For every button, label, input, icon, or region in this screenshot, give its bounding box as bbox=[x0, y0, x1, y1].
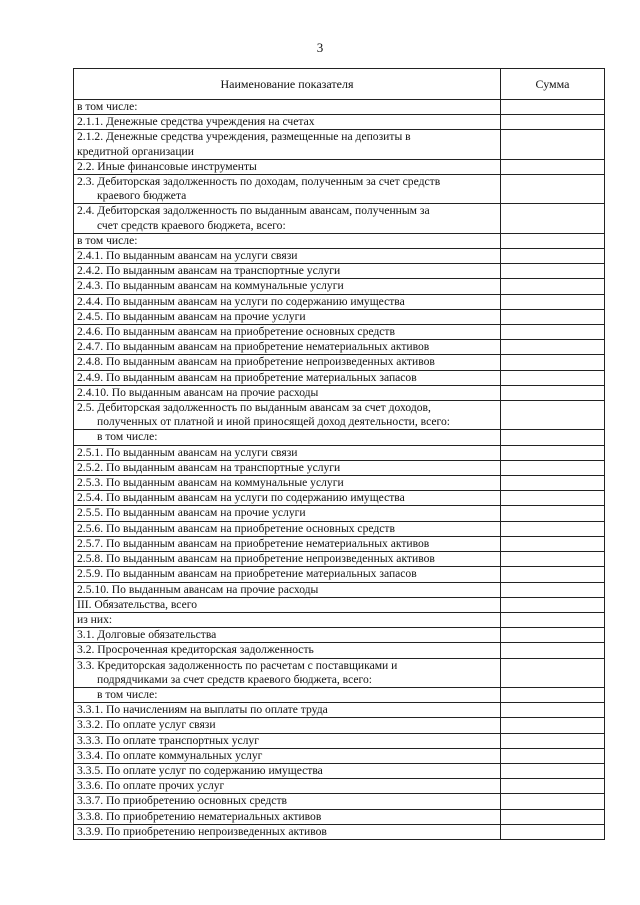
sum-cell[interactable] bbox=[501, 355, 605, 370]
sum-cell[interactable] bbox=[501, 628, 605, 643]
indicator-name-line: в том числе: bbox=[97, 430, 158, 444]
indicator-name-cell bbox=[74, 597, 501, 612]
indicator-name-line: 2.5.1. По выданным авансам на услуги связи bbox=[77, 445, 298, 459]
indicator-name-cell bbox=[74, 100, 501, 115]
table-row bbox=[74, 430, 605, 445]
indicator-name-line: краевого бюджета bbox=[97, 189, 187, 203]
indicator-name-line: из них: bbox=[77, 612, 113, 626]
table-row bbox=[74, 294, 605, 309]
table-row bbox=[74, 733, 605, 748]
indicator-name-line: 2.5.2. По выданным авансам на транспортные услуги bbox=[77, 460, 341, 474]
indicator-name-cell bbox=[74, 536, 501, 551]
table-row bbox=[74, 779, 605, 794]
table-row bbox=[74, 794, 605, 809]
sum-cell[interactable] bbox=[501, 521, 605, 536]
indicator-name-cell bbox=[74, 355, 501, 370]
indicator-name-line: 2.5.4. По выданным авансам на услуги по содержанию имущества bbox=[77, 491, 405, 505]
indicator-name-cell bbox=[74, 718, 501, 733]
table-row bbox=[74, 355, 605, 370]
table-row bbox=[74, 309, 605, 324]
sum-cell[interactable] bbox=[501, 370, 605, 385]
sum-cell[interactable] bbox=[501, 582, 605, 597]
table-row bbox=[74, 612, 605, 627]
indicator-name-line: 3.2. Просроченная кредиторская задолженность bbox=[77, 643, 314, 657]
indicator-name-line: 2.4.8. По выданным авансам на приобретение непроизведенных активов bbox=[77, 355, 435, 369]
indicator-name-line: кредитной организации bbox=[77, 144, 194, 158]
sum-cell[interactable] bbox=[501, 159, 605, 174]
indicator-name-cell bbox=[74, 748, 501, 763]
table-row bbox=[74, 100, 605, 115]
indicator-name-line: 2.5. Дебиторская задолженность по выданным авансам за счет доходов, bbox=[77, 401, 431, 415]
indicator-name-line: 3.3.3. По оплате транспортных услуг bbox=[77, 733, 259, 747]
sum-cell[interactable] bbox=[501, 643, 605, 658]
indicator-name-cell bbox=[74, 506, 501, 521]
indicator-name-cell bbox=[74, 643, 501, 658]
indicator-name-cell bbox=[74, 582, 501, 597]
sum-cell[interactable] bbox=[501, 506, 605, 521]
indicator-name-line: 2.5.9. По выданным авансам на приобретение материальных запасов bbox=[77, 567, 417, 581]
indicator-name-line: 2.2. Иные финансовые инструменты bbox=[77, 159, 257, 173]
table-row bbox=[74, 249, 605, 264]
indicator-name-cell bbox=[74, 175, 501, 204]
table-row bbox=[74, 582, 605, 597]
indicator-name-line: 3.3.7. По приобретению основных средств bbox=[77, 794, 287, 808]
header-indicator-name: Наименование показателя bbox=[74, 69, 501, 100]
indicator-name-line: 2.5.10. По выданным авансам на прочие расходы bbox=[77, 582, 319, 596]
indicator-name-line: 3.3.9. По приобретению непроизведенных активов bbox=[77, 824, 327, 838]
table-row bbox=[74, 506, 605, 521]
table-row bbox=[74, 763, 605, 778]
table-row bbox=[74, 370, 605, 385]
indicator-name-cell bbox=[74, 294, 501, 309]
sum-cell[interactable] bbox=[501, 401, 605, 430]
table-row bbox=[74, 159, 605, 174]
sum-cell[interactable] bbox=[501, 445, 605, 460]
table-row bbox=[74, 567, 605, 582]
indicator-name-line: 2.4.6. По выданным авансам на приобретение основных средств bbox=[77, 325, 395, 339]
indicator-name-line: 3.3.8. По приобретению нематериальных активов bbox=[77, 809, 322, 823]
indicator-name-cell bbox=[74, 325, 501, 340]
sum-cell[interactable] bbox=[501, 100, 605, 115]
sum-cell[interactable] bbox=[501, 658, 605, 687]
indicator-name-line: 2.1.2. Денежные средства учреждения, размещенные на депозиты в bbox=[77, 130, 411, 144]
indicator-name-cell bbox=[74, 628, 501, 643]
indicator-name-line: 3.3.1. По начислениям на выплаты по оплате труда bbox=[77, 703, 328, 717]
indicator-name-cell bbox=[74, 658, 501, 687]
table-row bbox=[74, 460, 605, 475]
table-row bbox=[74, 204, 605, 233]
sum-cell[interactable] bbox=[501, 763, 605, 778]
table-row bbox=[74, 597, 605, 612]
sum-cell[interactable] bbox=[501, 115, 605, 130]
indicator-name-line: 2.3. Дебиторская задолженность по доходам, полученным за счет средств bbox=[77, 175, 441, 189]
indicator-name-line: 2.4.3. По выданным авансам на коммунальные услуги bbox=[77, 279, 344, 293]
sum-cell[interactable] bbox=[501, 175, 605, 204]
indicator-name-line: 2.4.7. По выданным авансам на приобретение нематериальных активов bbox=[77, 340, 430, 354]
indicator-name-line: 2.5.3. По выданным авансам на коммунальные услуги bbox=[77, 476, 344, 490]
indicator-name-line: 2.4.9. По выданным авансам на приобретение материальных запасов bbox=[77, 370, 417, 384]
table-row bbox=[74, 175, 605, 204]
indicator-name-cell bbox=[74, 233, 501, 248]
table-row bbox=[74, 340, 605, 355]
indicator-name-line: 3.3. Кредиторская задолженность по расчетам с поставщиками и bbox=[77, 658, 398, 672]
indicator-name-line: 2.1.1. Денежные средства учреждения на счетах bbox=[77, 115, 315, 129]
table-row bbox=[74, 658, 605, 687]
table-row bbox=[74, 552, 605, 567]
indicator-name-line: 2.4. Дебиторская задолженность по выданным авансам, полученным за bbox=[77, 204, 430, 218]
sum-cell[interactable] bbox=[501, 385, 605, 400]
indicator-name-cell bbox=[74, 370, 501, 385]
indicator-name-cell bbox=[74, 521, 501, 536]
table-row bbox=[74, 115, 605, 130]
table-row bbox=[74, 748, 605, 763]
sum-cell[interactable] bbox=[501, 612, 605, 627]
table-row bbox=[74, 401, 605, 430]
sum-cell[interactable] bbox=[501, 809, 605, 824]
table-row bbox=[74, 385, 605, 400]
indicator-name-cell bbox=[74, 491, 501, 506]
indicator-name-cell bbox=[74, 567, 501, 582]
indicator-name-line: в том числе: bbox=[97, 687, 158, 701]
indicator-name-cell bbox=[74, 430, 501, 445]
indicator-name-cell bbox=[74, 612, 501, 627]
indicator-name-line: 3.3.6. По оплате прочих услуг bbox=[77, 779, 225, 793]
sum-cell[interactable] bbox=[501, 748, 605, 763]
indicator-name-line: 2.4.5. По выданным авансам на прочие услуги bbox=[77, 309, 306, 323]
indicator-name-line: в том числе: bbox=[77, 233, 138, 247]
indicator-name-line: 2.4.10. По выданным авансам на прочие расходы bbox=[77, 385, 319, 399]
sum-cell[interactable] bbox=[501, 491, 605, 506]
indicator-name-cell bbox=[74, 779, 501, 794]
sum-cell[interactable] bbox=[501, 794, 605, 809]
indicator-name-cell bbox=[74, 340, 501, 355]
sum-cell[interactable] bbox=[501, 264, 605, 279]
sum-cell[interactable] bbox=[501, 536, 605, 551]
indicator-name-line: полученных от платной и иной приносящей доход деятельности, всего: bbox=[97, 415, 450, 429]
indicator-name-line: 2.5.5. По выданным авансам на прочие услуги bbox=[77, 506, 306, 520]
table-row bbox=[74, 824, 605, 839]
sum-cell[interactable] bbox=[501, 279, 605, 294]
indicator-name-cell bbox=[74, 264, 501, 279]
indicator-name-cell bbox=[74, 552, 501, 567]
indicator-name-cell bbox=[74, 279, 501, 294]
sum-cell[interactable] bbox=[501, 824, 605, 839]
indicator-name-cell bbox=[74, 809, 501, 824]
indicators-table bbox=[73, 68, 605, 840]
indicator-name-line: 3.3.5. По оплате услуг по содержанию имущества bbox=[77, 763, 323, 777]
sum-cell[interactable] bbox=[501, 430, 605, 445]
indicator-name-line: 2.4.1. По выданным авансам на услуги связи bbox=[77, 249, 298, 263]
indicator-name-line: подрядчиками за счет средств краевого бюджета, всего: bbox=[97, 672, 372, 686]
indicator-name-line: 2.4.2. По выданным авансам на транспортные услуги bbox=[77, 264, 341, 278]
sum-cell[interactable] bbox=[501, 779, 605, 794]
indicator-name-cell bbox=[74, 687, 501, 702]
table-row bbox=[74, 264, 605, 279]
indicator-name-line: 2.5.8. По выданным авансам на приобретение непроизведенных активов bbox=[77, 552, 435, 566]
indicator-name-cell bbox=[74, 309, 501, 324]
indicator-name-cell bbox=[74, 763, 501, 778]
table-row bbox=[74, 476, 605, 491]
table-row bbox=[74, 445, 605, 460]
indicator-name-cell bbox=[74, 733, 501, 748]
table-header-row bbox=[74, 69, 605, 100]
table-row bbox=[74, 809, 605, 824]
indicator-name-line: 2.5.6. По выданным авансам на приобретение основных средств bbox=[77, 521, 395, 535]
sum-cell[interactable] bbox=[501, 309, 605, 324]
sum-cell[interactable] bbox=[501, 325, 605, 340]
table-body bbox=[74, 100, 605, 840]
indicator-name-cell bbox=[74, 460, 501, 475]
table-row bbox=[74, 687, 605, 702]
indicator-name-cell bbox=[74, 445, 501, 460]
table-row bbox=[74, 325, 605, 340]
table-row bbox=[74, 233, 605, 248]
page-number: 3 bbox=[316, 40, 324, 55]
sum-cell[interactable] bbox=[501, 703, 605, 718]
indicator-name-cell bbox=[74, 824, 501, 839]
sum-cell[interactable] bbox=[501, 294, 605, 309]
table-row bbox=[74, 718, 605, 733]
sum-cell[interactable] bbox=[501, 597, 605, 612]
indicator-name-line: III. Обязательства, всего bbox=[77, 597, 197, 611]
indicator-name-line: 3.3.2. По оплате услуг связи bbox=[77, 718, 216, 732]
indicator-name-cell bbox=[74, 476, 501, 491]
sum-cell[interactable] bbox=[501, 687, 605, 702]
indicator-name-cell bbox=[74, 794, 501, 809]
table-row bbox=[74, 491, 605, 506]
table-row bbox=[74, 279, 605, 294]
sum-cell[interactable] bbox=[501, 460, 605, 475]
header-sum: Сумма bbox=[501, 69, 605, 100]
indicator-name-cell bbox=[74, 401, 501, 430]
indicator-name-line: 2.4.4. По выданным авансам на услуги по содержанию имущества bbox=[77, 294, 405, 308]
table-row bbox=[74, 643, 605, 658]
indicator-name-cell bbox=[74, 115, 501, 130]
indicator-name-line: 2.5.7. По выданным авансам на приобретение нематериальных активов bbox=[77, 536, 430, 550]
table-row bbox=[74, 536, 605, 551]
indicator-name-line: в том числе: bbox=[77, 100, 138, 113]
indicator-name-cell bbox=[74, 204, 501, 233]
indicator-name-line: 3.3.4. По оплате коммунальных услуг bbox=[77, 748, 263, 762]
sum-cell[interactable] bbox=[501, 340, 605, 355]
sum-cell[interactable] bbox=[501, 249, 605, 264]
sum-cell[interactable] bbox=[501, 476, 605, 491]
sum-cell[interactable] bbox=[501, 204, 605, 233]
sum-cell[interactable] bbox=[501, 733, 605, 748]
indicator-name-line: счет средств краевого бюджета, всего: bbox=[97, 218, 286, 232]
table-row bbox=[74, 628, 605, 643]
indicator-name-line: 3.1. Долговые обязательства bbox=[77, 628, 217, 642]
indicator-name-cell bbox=[74, 385, 501, 400]
sum-cell[interactable] bbox=[501, 233, 605, 248]
sum-cell[interactable] bbox=[501, 130, 605, 159]
indicator-name-cell bbox=[74, 703, 501, 718]
sum-cell[interactable] bbox=[501, 567, 605, 582]
table-row bbox=[74, 703, 605, 718]
sum-cell[interactable] bbox=[501, 552, 605, 567]
indicator-name-cell bbox=[74, 159, 501, 174]
sum-cell[interactable] bbox=[501, 718, 605, 733]
table-row bbox=[74, 130, 605, 159]
indicator-name-cell bbox=[74, 249, 501, 264]
indicator-name-cell bbox=[74, 130, 501, 159]
table-row bbox=[74, 521, 605, 536]
